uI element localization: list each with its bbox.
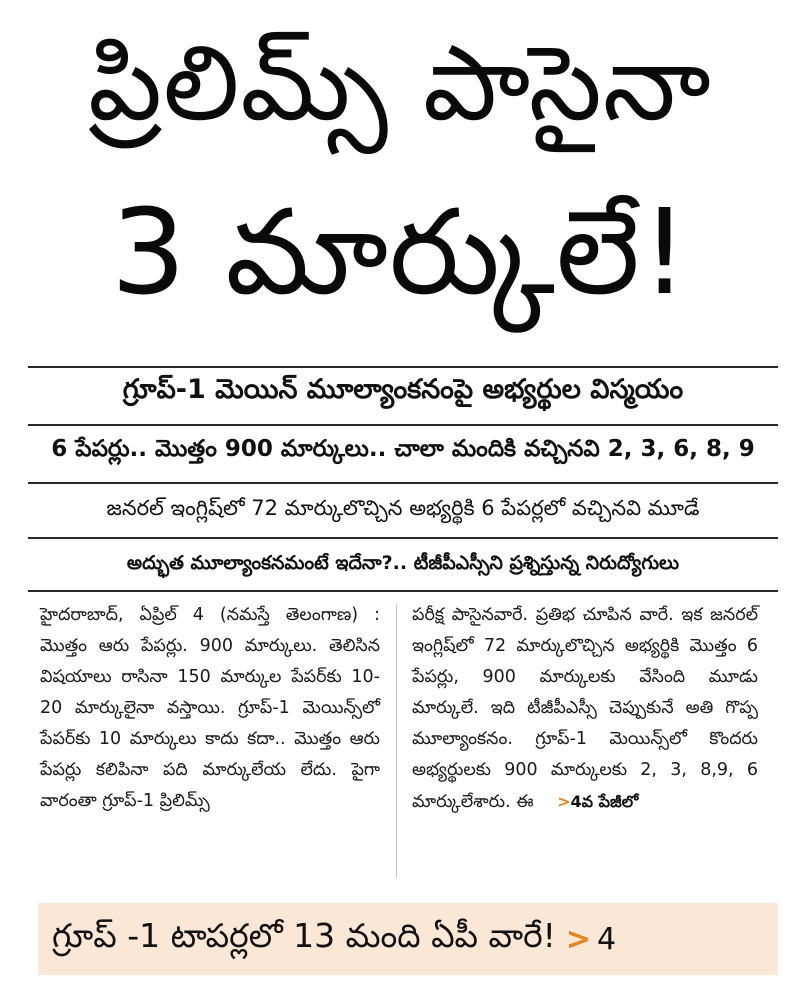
related-story-strip[interactable]: [38, 903, 778, 975]
subheadline-english: జనరల్ ఇంగ్లిష్‌లో 72 మార్కులొచ్చిన అభ్యర్థికి 6 పేపర్లలో వచ్చినవి మూడే: [106, 496, 700, 520]
divider-rule: [28, 424, 778, 426]
divider-rule: [28, 482, 778, 484]
article-column-right: [412, 600, 758, 818]
article-body: [40, 600, 765, 890]
article-column-left: హైదరాబాద్, ఏప్రిల్ 4 (నమస్తే తెలంగాణ) : మొత్తం ఆరు పేపర్లు. 900 మార్కులు. తెలిసిన విషయాలు రాసినా 150 మార్కుల పేపర్‌కు 10-20 మార్కులైనా వస్తాయి. గ్రూప్-1 మెయిన్స్‌లో పేపర్‌కు 10 మార్కులు కాదు కదా.. మొత్తం ఆరు పేపర్లు కలిపినా పది మార్కులేయ లేదు. పైగా వారంతా గ్రూప్-1 ప్రిలిమ్స్: [40, 605, 380, 811]
chevron-right-icon: >: [557, 792, 571, 811]
article-column-right-text: పరీక్ష పాసైనవారే. ప్రతిభ చూపిన వారే. ఇక జనరల్ ఇంగ్లిష్‌లో 72 మార్కులొచ్చిన అభ్యర్థికి మొత్తం 6 పేపర్లు, 900 మార్కులకు వేసింది మూడు మార్కులే. ఇది టీజీపీఎస్సీ చెప్పుకునే అతి గొప్ప మూల్యాంకనం. గ్రూప్-1 మెయిన్స్‌లో కొందరు అభ్యర్థులకు 900 మార్కులకు 2, 3, 8,9, 6 మార్కులేశారు. ఈ: [412, 605, 758, 812]
column-divider: [396, 604, 397, 878]
headline-line-2: 3 మార్కులే!: [110, 183, 690, 321]
subheadline-main: గ్రూప్-1 మెయిన్ మూల్యాంకనంపై అభ్యర్థుల విస్మయం: [122, 374, 684, 405]
continued-on-page-link[interactable]: [557, 792, 638, 811]
related-story-title: గ్రూప్ -1 టాపర్లలో 13 మంది ఏపీ వారే!: [52, 915, 556, 955]
subheadline-question: అద్భుత మూల్యాంకనమంటే ఇదేనా?.. టీజీపీఎస్సీని ప్రశ్నిస్తున్న నిరుద్యోగులు: [126, 552, 680, 574]
divider-rule: [28, 537, 778, 539]
chevron-right-icon: >: [565, 921, 592, 957]
subheadline-papers: 6 పేపర్లు.. మొత్తం 900 మార్కులు.. చాలా మందికి వచ్చినవి 2, 3, 6, 8, 9: [51, 436, 755, 462]
related-story-page-number: 4: [597, 921, 617, 957]
divider-rule: [28, 590, 778, 592]
continued-on-page-label: 4వ పేజీలో: [570, 792, 639, 811]
headline-line-1: ప్రిలిమ్స్ పాసైనా: [88, 22, 712, 144]
